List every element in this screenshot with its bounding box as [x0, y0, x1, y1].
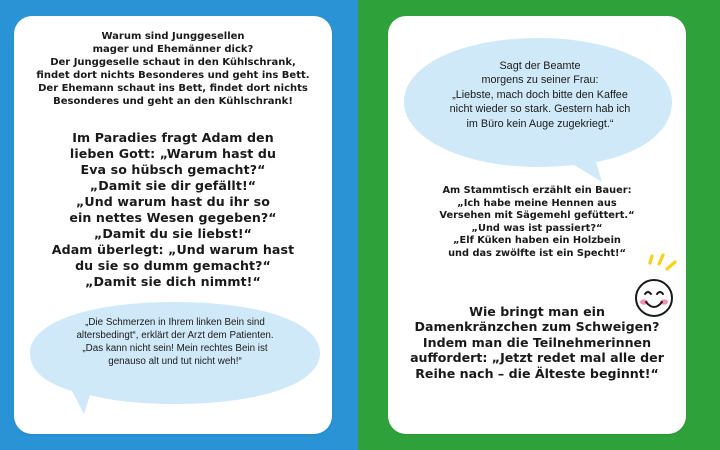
- joke-paradies: Im Paradies fragt Adam den lieben Gott: „Warum hast du Eva so hübsch gemacht?“ „Damit sie dir gefällt!“ „Und warum hast du ihr so ein nettes Wesen gegeben?“ „Damit du sie liebst!“ Adam überlegt: „Und warum hast du sie so dumm gemacht?“ „Damit sie dich nimmt!“: [51, 130, 295, 289]
- left-joke-card: [14, 16, 332, 434]
- speech-bubble-beamte: [400, 34, 676, 184]
- speech-bubble-schmerzen: [24, 298, 326, 416]
- joke-beamte: Sagt der Beamte morgens zu seiner Frau: „Liebste, mach doch bitte den Kaffee nicht wieder so stark. Gestern hab ich im Büro kein Auge zugekriegt.“: [449, 60, 631, 130]
- joke-schmerzen: „Die Schmerzen in Ihrem linken Bein sind altersbedingt“, erklärt der Arzt dem Patienten. „Das kann nicht sein! Mein rechtes Bein ist genauso alt und tut nicht weh!“: [76, 317, 274, 367]
- left-page: [0, 0, 358, 450]
- right-page: [358, 0, 720, 450]
- right-joke-card: [388, 16, 686, 434]
- joke-kraenzchen: Wie bringt man ein Damenkränzchen zum Schweigen? Indem man die Teilnehmerinnen auffordert: „Jetzt redet mal alle der Reihe nach – die Älteste beginnt!“: [410, 304, 664, 381]
- joke-stammtisch: Am Stammtisch erzählt ein Bauer: „Ich habe meine Hennen aus Versehen mit Sägemehl gefüttert.“ „Und was ist passiert?“ „Elf Küken haben ein Holzbein und das zwölfte ist ein Specht!“: [439, 185, 635, 259]
- joke-junggeselle: Warum sind Junggesellen mager und Ehemänner dick? Der Junggeselle schaut in den Kühlschrank, findet dort nichts Besonderes und geht ins Bett. Der Ehemann schaut ins Bett, findet dort nichts Besonderes und geht an den Kühlschrank!: [36, 31, 310, 107]
